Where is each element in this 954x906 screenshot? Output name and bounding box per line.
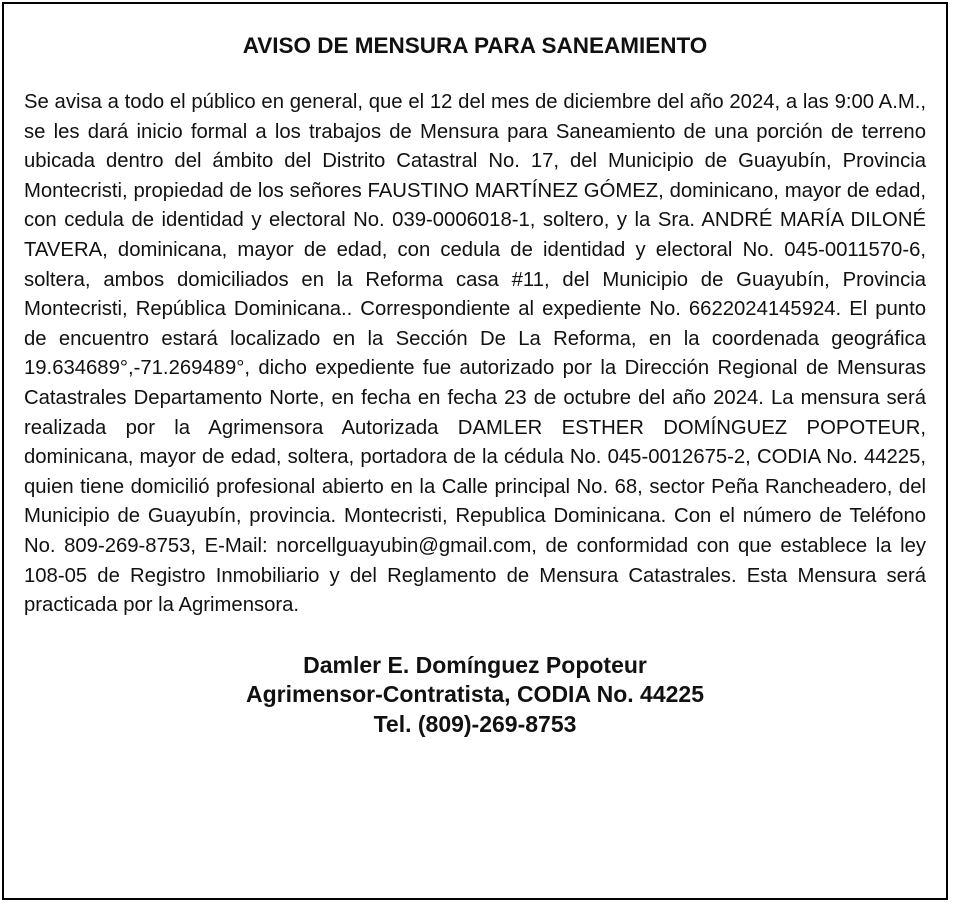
signature-phone: Tel. (809)-269-8753 xyxy=(373,710,577,737)
notice-frame xyxy=(2,2,948,900)
signature-name: Damler E. Domínguez Popoteur xyxy=(303,651,647,678)
notice-body: Se avisa a todo el público en general, que el 12 del mes de diciembre del año 2024, a las 9:00 A.M., se les dará inicio formal a los trabajos de Mensura para Saneamiento de una porción de terreno ubicada dentro del ámbito del Distrito Catastral No. 17, del Municipio de Guayubín, Provincia Montecristi, propiedad de los señores FAUSTINO MARTÍNEZ GÓMEZ, dominicano, mayor de edad, con cedula de identidad y electoral No. 039-0006018-1, soltero, y la Sra. ANDRÉ MARÍA DILONÉ TAVERA, dominicana, mayor de edad, con cedula de identidad y electoral No. 045-0011570-6, soltera, ambos domiciliados en la Reforma casa #11, del Municipio de Guayubín, Provincia Montecristi, República Dominicana.. Correspondiente al expediente No. 6622024145924. El punto de encuentro estará localizado en la Sección De La Reforma, en la coordenada geográfica 19.634689°,-71.269489°, dicho expediente fue autorizado por la Dirección Regional de Mensuras Catastrales Departamento Norte, en fecha en fecha 23 de octubre del año 2024. La mensura será realizada por la Agrimensora Autorizada DAMLER ESTHER DOMÍNGUEZ POPOTEUR, dominicana, mayor de edad, soltera, portadora de la cédula No. 045-0012675-2, CODIA No. 44225, quien tiene domicilió profesional abierto en la Calle principal No. 68, sector Peña Rancheadero, del Municipio de Guayubín, provincia. Montecristi, Republica Dominicana. Con el número de Teléfono No. 809-269-8753, E-Mail: norcellguayubin@gmail.com, de conformidad con que establece la ley 108-05 de Registro Inmobiliario y del Reglamento de Mensura Catastrales. Esta Mensura será practicada por la Agrimensora. xyxy=(24,91,926,617)
signature-block xyxy=(24,651,926,740)
signature-role: Agrimensor-Contratista, CODIA No. 44225 xyxy=(246,681,704,708)
notice-title: AVISO DE MENSURA PARA SANEAMIENTO xyxy=(242,33,708,58)
